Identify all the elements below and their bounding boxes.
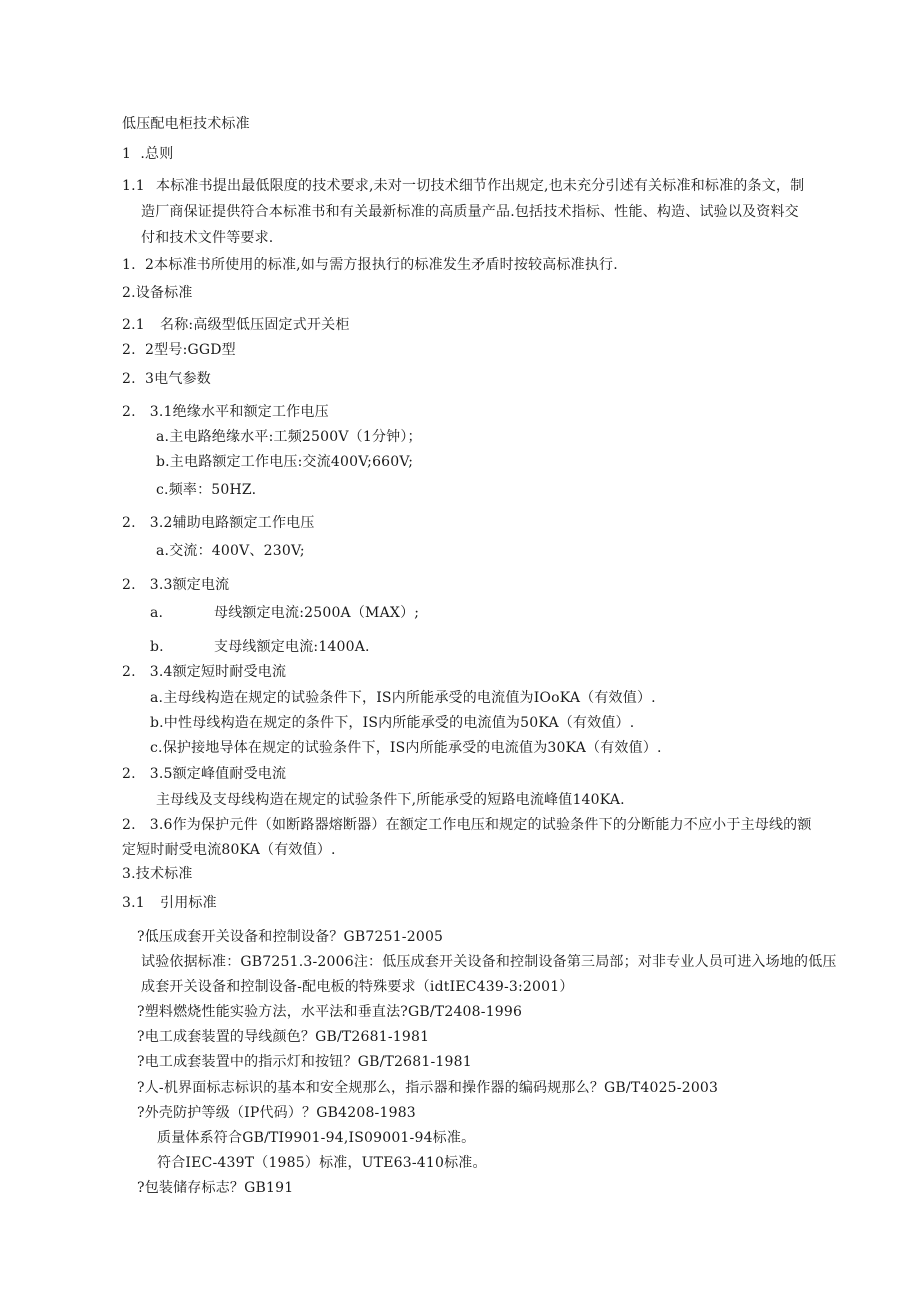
clause-3-1-number: 3.1 (122, 895, 145, 911)
clause-2-3-1: 2. 3.1绝缘水平和额定工作电压 (122, 404, 329, 420)
clause-1-2: 1. 2本标准书所使用的标准,如与需方报执行的标准发生矛盾时按较高标准执行. (122, 257, 618, 273)
reference-item: ?电工成套装置的导线颜色？GB/T2681-1981 (137, 1029, 430, 1045)
clause-2-3-1-a: a.主电路绝缘水平:工频2500V（1分钟）； (156, 429, 422, 445)
clause-3-1: 引用标准 (160, 895, 217, 911)
reference-item: ?外壳防护等级（IP代码）？GB4208-1983 (137, 1105, 416, 1121)
section-1-heading: 1 .总则 (122, 146, 174, 162)
clause-2-1-number: 2.1 (122, 317, 145, 333)
section-3-heading: 3.技术标准 (122, 866, 193, 882)
clause-2-3-3: 2. 3.3额定电流 (122, 577, 230, 593)
clause-2-3-3-a: 母线额定电流:2500A（MAX）; (214, 605, 420, 621)
reference-item: ?塑料燃烧性能实验方法，水平法和垂直法?GB/T2408-1996 (137, 1004, 523, 1020)
clause-2-3-4-b: b.中性母线构造在规定的条件下，IS内所能承受的电流值为50KA（有效值）. (150, 715, 635, 731)
reference-item: 成套开关设备和控制设备-配电板的特殊要求（idtIEC439-3:2001） (141, 979, 574, 995)
reference-item: ?电工成套装置中的指示灯和按钮？GB/T2681-1981 (137, 1054, 472, 1070)
clause-2-3: 2. 3电气参数 (122, 371, 211, 387)
clause-2-3-3-b: 支母线额定电流:1400A. (214, 639, 370, 655)
clause-1-1-line-1: 本标准书提出最低限度的技术要求,未对一切技术细节作出规定,也未充分引述有关标准和标准的条文，制 (156, 178, 805, 194)
clause-2-3-6-line-1: 2. 3.6作为保护元件（如断路器熔断器）在额定工作电压和规定的试验条件下的分断能力不应小于主母线的额 (122, 817, 812, 833)
clause-2-3-5: 2. 3.5额定峰值耐受电流 (122, 766, 287, 782)
clause-2-3-4-c: c.保护接地导体在规定的试验条件下，IS内所能承受的电流值为30KA（有效值）. (150, 740, 662, 756)
reference-item: ?人-机界面标志标识的基本和安全规那么，指示器和操作器的编码规那么？GB/T4025-2003 (137, 1080, 719, 1096)
clause-2-3-3-a-label: a. (150, 605, 164, 621)
clause-2-3-1-c: c.频率：50HZ. (156, 482, 257, 498)
clause-1-1-line-2: 造厂商保证提供符合本标准书和有关最新标准的高质量产品.包括技术指标、性能、构造、试验以及资料交 (141, 204, 799, 220)
clause-2-3-5-a: 主母线及支母线构造在规定的试验条件下,所能承受的短路电流峰值140KA. (156, 792, 625, 808)
reference-item: 试验依据标准：GB7251.3-2006注：低压成套开关设备和控制设备第三局部；对非专业人员可进入场地的低压 (141, 954, 837, 970)
clause-2-3-3-b-label: b. (150, 639, 164, 655)
clause-1-1-number: 1.1 (122, 178, 145, 194)
clause-2-3-6-line-2: 定短时耐受电流80KA（有效值）. (122, 842, 336, 858)
clause-2-3-1-b: b.主电路额定工作电压:交流400V;660V; (156, 454, 414, 470)
clause-2-3-2-a: a.交流：400V、230V; (156, 543, 305, 559)
clause-2-1: 名称:高级型低压固定式开关柜 (160, 317, 350, 333)
clause-2-3-4-a: a.主母线构造在规定的试验条件下，IS内所能承受的电流值为IOoKA（有效值）. (150, 690, 656, 706)
doc-title: 低压配电柜技术标准 (122, 116, 250, 132)
section-2-heading: 2.设备标准 (122, 285, 193, 301)
reference-item: ?低压成套开关设备和控制设备？GB7251-2005 (137, 929, 444, 945)
clause-1-1-line-3: 付和技术文件等要求. (141, 230, 274, 246)
clause-2-2: 2. 2型号:GGD型 (122, 342, 236, 358)
reference-item: ?包装储存标志？GB191 (137, 1180, 294, 1196)
reference-item: 符合IEC-439T（1985）标准，UTE63-410标准。 (157, 1155, 487, 1171)
clause-2-3-2: 2. 3.2辅助电路额定工作电压 (122, 515, 315, 531)
reference-item: 质量体系符合GB/TI9901-94,IS09001-94标准。 (157, 1130, 476, 1146)
clause-2-3-4: 2. 3.4额定短时耐受电流 (122, 664, 287, 680)
